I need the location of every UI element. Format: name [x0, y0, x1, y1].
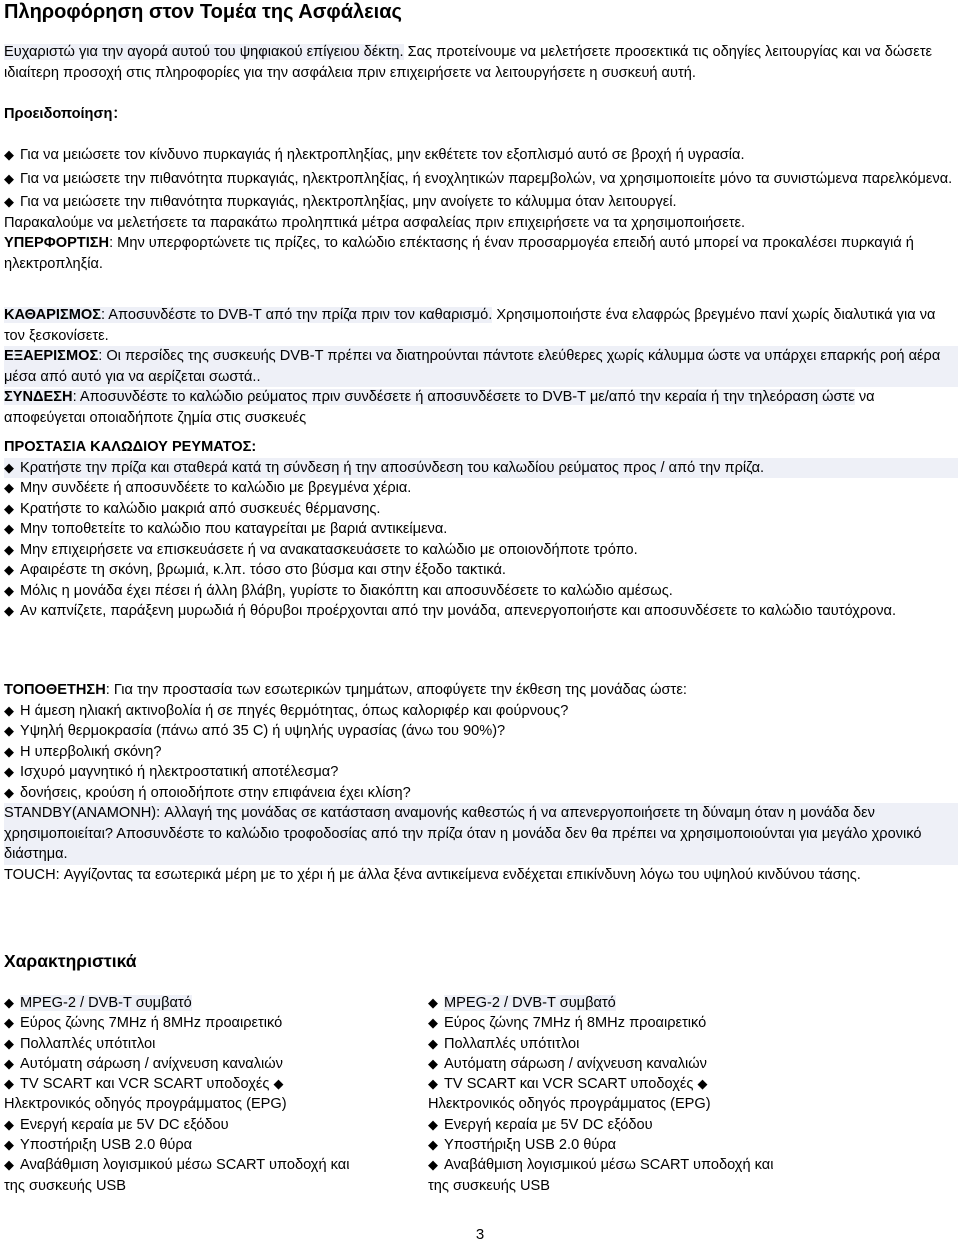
- diamond-bullet-icon: ◆: [428, 995, 438, 1010]
- diamond-bullet-icon: ◆: [4, 1015, 14, 1031]
- diamond-bullet-icon: ◆: [4, 1157, 14, 1173]
- diamond-bullet-icon: ◆: [4, 147, 14, 162]
- feature-item: ◆ Εύρος ζώνης 7MHz ή 8MHz προαιρετικό: [428, 1015, 707, 1032]
- power-cord-item: ◆ Μην συνδέετε ή αποσυνδέετε το καλώδιο με βρεγμένα χέρια.: [4, 480, 412, 496]
- feature-item: ◆ Αναβάθμιση λογισμικού μέσω SCART υποδοχή και της συσκευής USB: [4, 1157, 350, 1194]
- feature-item: ◆ Πολλαπλές υπότιτλοι: [428, 1035, 580, 1052]
- precautions-text: Παρακαλούμε να μελετήσετε τα παρακάτω προληπτικά μέτρα ασφαλείας πριν επιχειρήσετε να τα χρησιμοποιήσετε.: [4, 214, 746, 231]
- diamond-bullet-icon: ◆: [4, 480, 14, 495]
- power-cord-item: ◆ Μην τοποθετείτε το καλώδιο που καταγρείται με βαριά αντικείμενα.: [4, 521, 448, 537]
- placement-item: ◆ Η υπερβολική σκόνη?: [4, 743, 162, 760]
- diamond-bullet-icon: ◆: [428, 1157, 438, 1173]
- diamond-bullet-icon: ◆: [428, 1015, 438, 1031]
- diamond-bullet-icon: ◆: [428, 1035, 438, 1051]
- feature-item: ◆ TV SCART και VCR SCART υποδοχές ◆ Ηλεκτρονικός οδηγός προγράμματος (EPG): [4, 1076, 287, 1113]
- features-column-right: [428, 993, 828, 1196]
- placement-paragraph: ΤΟΠΟΘΕΤΗΣΗ: Για την προστασία των εσωτερικών τμημάτων, αποφύγετε την έκθεση της μονάδας ώστε:: [4, 682, 687, 698]
- diamond-bullet-icon: ◆: [273, 1076, 284, 1092]
- diamond-bullet-icon: ◆: [4, 562, 14, 577]
- diamond-bullet-icon: ◆: [4, 521, 14, 536]
- diamond-bullet-icon: ◆: [4, 743, 14, 759]
- connection-paragraph: ΣΥΝΔΕΣΗ: Αποσυνδέστε το καλώδιο ρεύματος πριν συνδέσετε ή αποσυνδέσετε το DVB-T με/από την κεραία ή την τηλεόραση ώστε να αποφεύγεται οποιαδήποτε ζημία στις συσκευές: [4, 389, 875, 426]
- diamond-bullet-icon: ◆: [4, 582, 14, 598]
- intro-highlight: Ευχαριστώ για την αγορά αυτού του ψηφιακού επίγειου δέκτη.: [4, 44, 404, 60]
- feature-item: ◆ Υποστήριξη USB 2.0 θύρα: [428, 1137, 617, 1154]
- feature-item: ◆ Ενεργή κεραία με 5V DC εξόδου: [4, 1116, 229, 1133]
- diamond-bullet-icon: ◆: [428, 1116, 438, 1132]
- diamond-bullet-icon: ◆: [4, 1055, 14, 1071]
- touch-paragraph: TOUCH: Αγγίζοντας τα εσωτερικά μέρη με το χέρι ή με άλλα ξένα αντικείμενα ενδέχεται επικίνδυνη λόγω του υψηλού κινδύνου τάσης.: [4, 866, 861, 883]
- diamond-bullet-icon: ◆: [4, 1076, 14, 1092]
- diamond-bullet-icon: ◆: [428, 1076, 438, 1092]
- placement-item: ◆ Ισχυρό μαγνητικό ή ηλεκτροστατική αποτέλεσμα?: [4, 764, 339, 780]
- page-title: Πληροφόρηση στον Τομέα της Ασφάλειας: [4, 1, 402, 23]
- feature-item: ◆ Εύρος ζώνης 7MHz ή 8MHz προαιρετικό: [4, 1015, 283, 1032]
- power-cord-item: ◆ Μόλις η μονάδα έχει πέσει ή άλλη βλάβη, γυρίστε το διακόπτη και αποσυνδέσετε το καλώδιο αμέσως.: [4, 582, 673, 599]
- diamond-bullet-icon: ◆: [4, 1116, 14, 1132]
- standby-paragraph: STANDBY(ΑΝΑΜΟΝΗ): Αλλαγή της μονάδας σε κατάσταση αναμονής καθεστώς ή να απενεργοποιήσετε τη δύναμη όταν η μονάδα δεν χρησιμοποιείται? Αποσυνδέστε το καλώδιο τροφοδοσίας από την πρίζα όταν η μονάδα δεν θα πρέπει να χρησιμοποιούνται για μεγάλο χρονικό διάστημα.: [4, 803, 958, 865]
- warning-item: ◆ Για να μειώσετε την πιθανότητα πυρκαγιάς, ηλεκτροπληξίας, μην ανοίγετε το κάλυμμα όταν λειτουργεί.: [4, 194, 677, 210]
- overload-paragraph: ΥΠΕΡΦΟΡΤΙΣΗ: Μην υπερφορτώνετε τις πρίζες, το καλώδιο επέκτασης ή έναν προσαρμογέα επειδή αυτό μπορεί να προκαλέσει πυρκαγιά ή ηλεκτροπληξία.: [4, 235, 914, 272]
- features-column-left: [4, 993, 404, 1196]
- power-cord-item: ◆ Κρατήστε την πρίζα και σταθερά κατά τη σύνδεση ή την αποσύνδεση του καλωδίου ρεύματος προς / από την πρίζα.: [4, 458, 958, 479]
- placement-item: ◆ Η άμεση ηλιακή ακτινοβολία ή σε πηγές θερμότητας, όπως καλοριφέρ και φούρνους?: [4, 702, 569, 719]
- power-cord-section: [4, 437, 958, 622]
- diamond-bullet-icon: ◆: [4, 1137, 14, 1153]
- diamond-bullet-icon: ◆: [697, 1076, 708, 1092]
- features-heading: Χαρακτηριστικά: [4, 951, 137, 971]
- diamond-bullet-icon: ◆: [428, 1137, 438, 1153]
- warning-heading: Προειδοποίηση：: [4, 106, 127, 122]
- feature-item: ◆ Αυτόματη σάρωση / ανίχνευση καναλιών: [4, 1055, 283, 1072]
- power-cord-item: ◆ Αν καπνίζετε, παράξενη μυρωδιά ή θόρυβοι προέρχονται από την μονάδα, απενεργοποιήστε και αποσυνδέσετε το καλώδιο ταυτόχρονα.: [4, 603, 897, 619]
- power-cord-heading: ΠΡΟΣΤΑΣΙΑ ΚΑΛΩΔΙΟΥ ΡΕΥΜΑΤΟΣ:: [4, 439, 257, 455]
- feature-item: ◆ Υποστήριξη USB 2.0 θύρα: [4, 1137, 193, 1154]
- power-cord-item: ◆ Αφαιρέστε τη σκόνη, βρωμιά, κ.λπ. τόσο στο βύσμα και στην έξοδο τακτικά.: [4, 562, 506, 578]
- diamond-bullet-icon: ◆: [428, 1055, 438, 1071]
- cleaning-paragraph: ΚΑΘΑΡΙΣΜΟΣ: Αποσυνδέστε το DVB-T από την πρίζα πριν τον καθαρισμό. Χρησιμοποιήστε ένα ελαφρώς βρεγμένο πανί χωρίς διαλυτικά για να τον ξεσκονίσετε.: [4, 307, 936, 344]
- feature-item: ◆ TV SCART και VCR SCART υποδοχές ◆ Ηλεκτρονικός οδηγός προγράμματος (EPG): [428, 1076, 711, 1113]
- diamond-bullet-icon: ◆: [4, 995, 14, 1010]
- cleaning-section: [4, 305, 958, 428]
- feature-item: ◆ Πολλαπλές υπότιτλοι: [4, 1035, 156, 1052]
- diamond-bullet-icon: ◆: [4, 1035, 14, 1051]
- diamond-bullet-icon: ◆: [4, 459, 14, 475]
- power-cord-item: ◆ Μην επιχειρήσετε να επισκευάσετε ή να ανακατασκευάσετε το καλώδιο με οποιονδήποτε τρόπο.: [4, 541, 638, 558]
- diamond-bullet-icon: ◆: [4, 723, 14, 738]
- ventilation-paragraph: ΕΞΑΕΡΙΣΜΟΣ: Οι περσίδες της συσκευής DVB-T πρέπει να διατηρούνται πάντοτε ελεύθερες χωρίς κάλυμμα ώστε να υπάρχει επαρκής ροή αέρα μέσα από αυτό για να αερίζεται σωστά..: [4, 346, 958, 387]
- warning-item: ◆ Για να μειώσετε τον κίνδυνο πυρκαγιάς ή ηλεκτροπληξίας, μην εκθέτετε τον εξοπλισμό αυτό σε βροχή ή υγρασία.: [4, 147, 745, 163]
- feature-item: ◆ MPEG-2 / DVB-T συμβατό: [428, 995, 616, 1011]
- page-number: 3: [475, 1226, 485, 1243]
- placement-section: [4, 680, 958, 885]
- warning-list: [4, 145, 958, 274]
- feature-item: ◆ Αυτόματη σάρωση / ανίχνευση καναλιών: [428, 1055, 707, 1072]
- diamond-bullet-icon: ◆: [4, 784, 14, 800]
- diamond-bullet-icon: ◆: [4, 194, 14, 209]
- diamond-bullet-icon: ◆: [4, 541, 14, 557]
- intro-rest: Σας προτείνουμε να μελετήσετε προσεκτικά τις οδηγίες λειτουργίας και να δώσετε ιδιαίτερη προσοχή στις πληροφορίες για την ασφάλεια πριν επιχειρήσετε να λειτουργήσετε η συσκευή αυτή.: [4, 44, 933, 81]
- placement-item: ◆ Υψηλή θερμοκρασία (πάνω από 35 C) ή υψηλής υγρασίας (άνω του 90%)?: [4, 723, 506, 739]
- power-cord-item: ◆ Κρατήστε το καλώδιο μακριά από συσκευές θέρμανσης.: [4, 500, 381, 517]
- feature-item: ◆ Ενεργή κεραία με 5V DC εξόδου: [428, 1116, 653, 1133]
- diamond-bullet-icon: ◆: [4, 603, 14, 618]
- diamond-bullet-icon: ◆: [4, 170, 14, 186]
- placement-item: ◆ δονήσεις, κρούση ή οποιοδήποτε στην επιφάνεια έχει κλίση?: [4, 784, 411, 801]
- feature-item: ◆ Αναβάθμιση λογισμικού μέσω SCART υποδοχή και της συσκευής USB: [428, 1157, 774, 1194]
- intro-paragraph: [4, 42, 958, 83]
- diamond-bullet-icon: ◆: [4, 500, 14, 516]
- warning-item: ◆ Για να μειώσετε την πιθανότητα πυρκαγιάς, ηλεκτροπληξίας, ή ενοχλητικών παρεμβολών, να χρησιμοποιείτε μόνο τα συνιστώμενα παρελκόμενα.: [4, 170, 953, 187]
- diamond-bullet-icon: ◆: [4, 702, 14, 718]
- feature-item: ◆ MPEG-2 / DVB-T συμβατό: [4, 995, 192, 1011]
- diamond-bullet-icon: ◆: [4, 764, 14, 779]
